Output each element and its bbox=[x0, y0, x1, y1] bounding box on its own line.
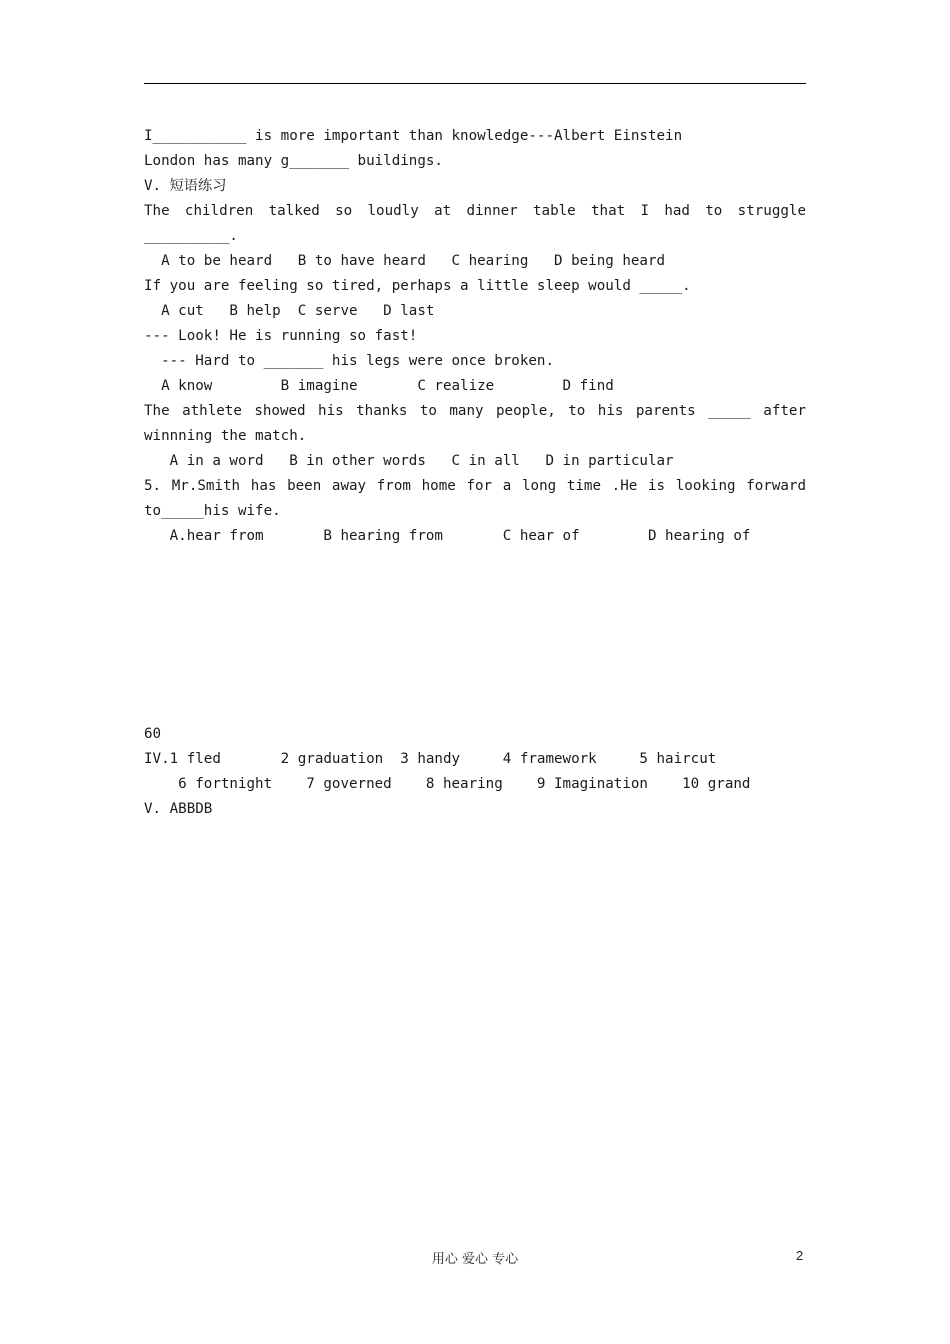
options-line: A in a word B in other words C in all D in particular bbox=[144, 453, 674, 469]
question-line: --- Hard to _______ his legs were once broken. bbox=[144, 353, 554, 369]
text-line: winnning the match. bbox=[144, 428, 307, 444]
text-line: __________. bbox=[144, 228, 238, 244]
header-rule bbox=[144, 83, 806, 84]
options-line: A.hear from B hearing from C hear of D hearing of bbox=[144, 528, 751, 544]
question-line: 5. Mr.Smith has been away from home for a long time .He is looking forward bbox=[144, 478, 806, 494]
section-heading: V. 短语练习 bbox=[144, 178, 227, 194]
answer-line: 6 fortnight 7 governed 8 hearing 9 Imagination 10 grand bbox=[144, 776, 751, 792]
text-line: 60 bbox=[144, 726, 162, 742]
question-line: The children talked so loudly at dinner table that I had to struggle bbox=[144, 203, 806, 219]
text-line: I___________ is more important than knowledge---Albert Einstein bbox=[144, 128, 683, 144]
answer-line: IV.1 fled 2 graduation 3 handy 4 framework 5 haircut bbox=[144, 751, 717, 767]
answer-line: V. ABBDB bbox=[144, 801, 213, 817]
question-line: If you are feeling so tired, perhaps a little sleep would _____. bbox=[144, 278, 691, 294]
page-number: 2 bbox=[796, 1248, 804, 1263]
options-line: A know B imagine C realize D find bbox=[144, 378, 614, 394]
options-line: A cut B help C serve D last bbox=[144, 303, 435, 319]
options-line: A to be heard B to have heard C hearing D being heard bbox=[144, 253, 666, 269]
question-line: The athlete showed his thanks to many people, to his parents _____ after bbox=[144, 403, 806, 419]
text-line: London has many g_______ buildings. bbox=[144, 153, 443, 169]
question-line: --- Look! He is running so fast! bbox=[144, 328, 418, 344]
text-line: to_____his wife. bbox=[144, 503, 281, 519]
footer-motto: 用心 爱心 专心 bbox=[431, 1252, 519, 1267]
